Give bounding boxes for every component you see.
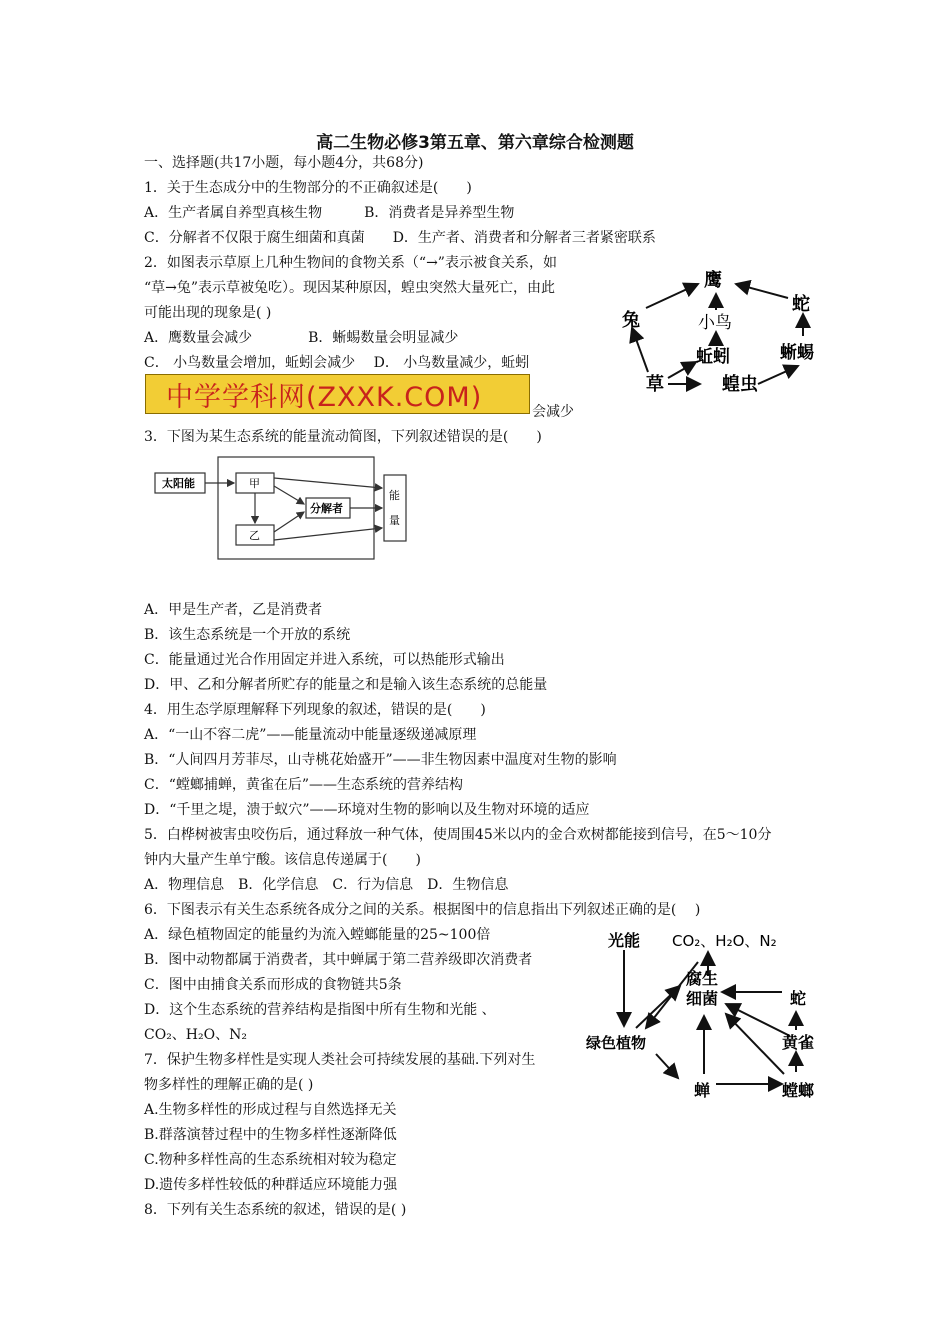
q7-option-b: B.群落演替过程中的生物多样性逐渐降低 (144, 1127, 397, 1143)
q8-stem: 8．下列有关生态系统的叙述，错误的是( ) (144, 1202, 407, 1218)
q2-option-d-tail: 会减少 (532, 404, 574, 420)
q3-option-b: B．该生态系统是一个开放的系统 (144, 627, 351, 643)
sun-energy-label: 太阳能 (162, 477, 195, 490)
cicada-label: 蝉 (694, 1081, 711, 1100)
q4-option-d: D．“千里之堤，溃于蚁穴”——环境对生物的影响以及生物对环境的适应 (144, 802, 590, 818)
q3-stem: 3．下图为某生态系统的能量流动简图，下列叙述错误的是( ) (144, 429, 542, 445)
q2-options-ab: A．鹰数量会减少 B．蜥蜴数量会明显减少 (144, 330, 459, 346)
q7-option-a: A.生物多样性的形成过程与自然选择无关 (144, 1102, 397, 1118)
q1-options-cd: C．分解者不仅限于腐生细菌和真菌 D．生产者、消费者和分解者三者紧密联系 (144, 230, 656, 246)
energy-flow-figure (154, 456, 410, 562)
yi-label: 乙 (249, 529, 260, 542)
q5-options: A．物理信息 B．化学信息 C．行为信息 D．生物信息 (144, 877, 509, 893)
mantis-label: 螳螂 (782, 1081, 815, 1100)
rabbit-label: 兔 (622, 310, 640, 331)
jia-label: 甲 (249, 477, 260, 490)
q4-option-a: A．“一山不容二虎”——能量流动中能量逐级递减原理 (144, 727, 477, 743)
eagle-label: 鹰 (704, 270, 722, 291)
locust-label: 蝗虫 (722, 374, 758, 395)
oriole-label: 黄雀 (782, 1033, 815, 1052)
q6-option-a: A．绿色植物固定的能量约为流入螳螂能量的25~100倍 (144, 927, 491, 943)
plant-label: 绿色植物 (586, 1034, 647, 1052)
energy-label-1: 能 (389, 489, 400, 502)
q5-stem-line1: 5．白桦树被害虫咬伤后，通过释放一种气体，使周围45米以内的金合欢树都能接到信号，在5～10分 (144, 827, 772, 843)
q2-stem-line3: 可能出现的现象是( ) (144, 305, 272, 321)
q2-options-cd: C． 小鸟数量会增加，蚯蚓会减少 D． 小鸟数量减少，蚯蚓 (144, 355, 530, 371)
section-heading: 一、选择题(共17小题，每小题4分，共68分) (144, 155, 424, 171)
food-web-figure (618, 268, 840, 398)
q4-option-c: C．“螳螂捕蝉，黄雀在后”——生态系统的营养结构 (144, 777, 464, 793)
q7-stem-line2: 物多样性的理解正确的是( ) (144, 1077, 314, 1093)
earthworm-label: 蚯蚓 (696, 347, 730, 367)
page-title: 高二生物必修3第五章、第六章综合检测题 (316, 133, 634, 153)
light-energy-label: 光能 (608, 931, 641, 950)
watermark-banner: 中学学科网(ZXXK.COM) (145, 374, 530, 414)
q7-option-c: C.物种多样性高的生态系统相对较为稳定 (144, 1152, 397, 1168)
bacteria-label-1: 腐生 (686, 969, 719, 988)
q6-option-b: B．图中动物都属于消费者，其中蝉属于第二营养级即次消费者 (144, 952, 533, 968)
q6-option-c: C．图中由捕食关系而形成的食物链共5条 (144, 977, 402, 993)
bird-label: 小鸟 (698, 313, 732, 333)
snake-label: 蛇 (790, 989, 807, 1008)
q1-stem: 1．关于生态成分中的生物部分的不正确叙述是( ) (144, 180, 472, 196)
q6-option-d: D．这个生态系统的营养结构是指图中所有生物和光能 、 (144, 1002, 496, 1018)
q3-option-d: D．甲、乙和分解者所贮存的能量之和是输入该生态系统的总能量 (144, 677, 548, 693)
q3-option-c: C．能量通过光合作用固定并进入系统，可以热能形式输出 (144, 652, 505, 668)
q2-stem-line2: “草→兔”表示草被兔吃）。现因某种原因，蝗虫突然大量死亡，由此 (144, 280, 556, 296)
q2-stem-line1: 2．如图表示草原上几种生物间的食物关系（“→”表示被食关系，如 (144, 255, 557, 271)
bacteria-label-2: 细菌 (686, 989, 719, 1008)
q6-stem: 6．下图表示有关生态系统各成分之间的关系。根据图中的信息指出下列叙述正确的是( ) (144, 902, 701, 918)
decomposer-label: 分解者 (310, 502, 343, 515)
q7-stem-line1: 7．保护生物多样性是实现人类社会可持续发展的基础.下列对生 (144, 1052, 536, 1068)
q4-stem: 4．用生态学原理解释下列现象的叙述，错误的是( ) (144, 702, 486, 718)
q7-option-d: D.遗传多样性较低的种群适应环境能力强 (144, 1177, 398, 1193)
grass-label: 草 (646, 374, 664, 395)
q4-option-b: B．“人间四月芳菲尽，山寺桃花始盛开”——非生物因素中温度对生物的影响 (144, 752, 617, 768)
q1-options-ab: A．生产者属自养型真核生物 B．消费者是异养型生物 (144, 205, 515, 221)
lizard-label: 蜥蜴 (780, 343, 814, 363)
energy-label-2: 量 (389, 514, 400, 527)
ecosystem-figure (586, 924, 836, 1106)
gases-label: CO₂、H₂O、N₂ (672, 932, 777, 950)
q3-option-a: A．甲是生产者，乙是消费者 (144, 602, 323, 618)
q6-option-d-cont: CO₂、H₂O、N₂ (144, 1027, 247, 1043)
q5-stem-line2: 钟内大量产生单宁酸。该信息传递属于( ) (144, 852, 421, 868)
snake-label: 蛇 (792, 294, 810, 315)
